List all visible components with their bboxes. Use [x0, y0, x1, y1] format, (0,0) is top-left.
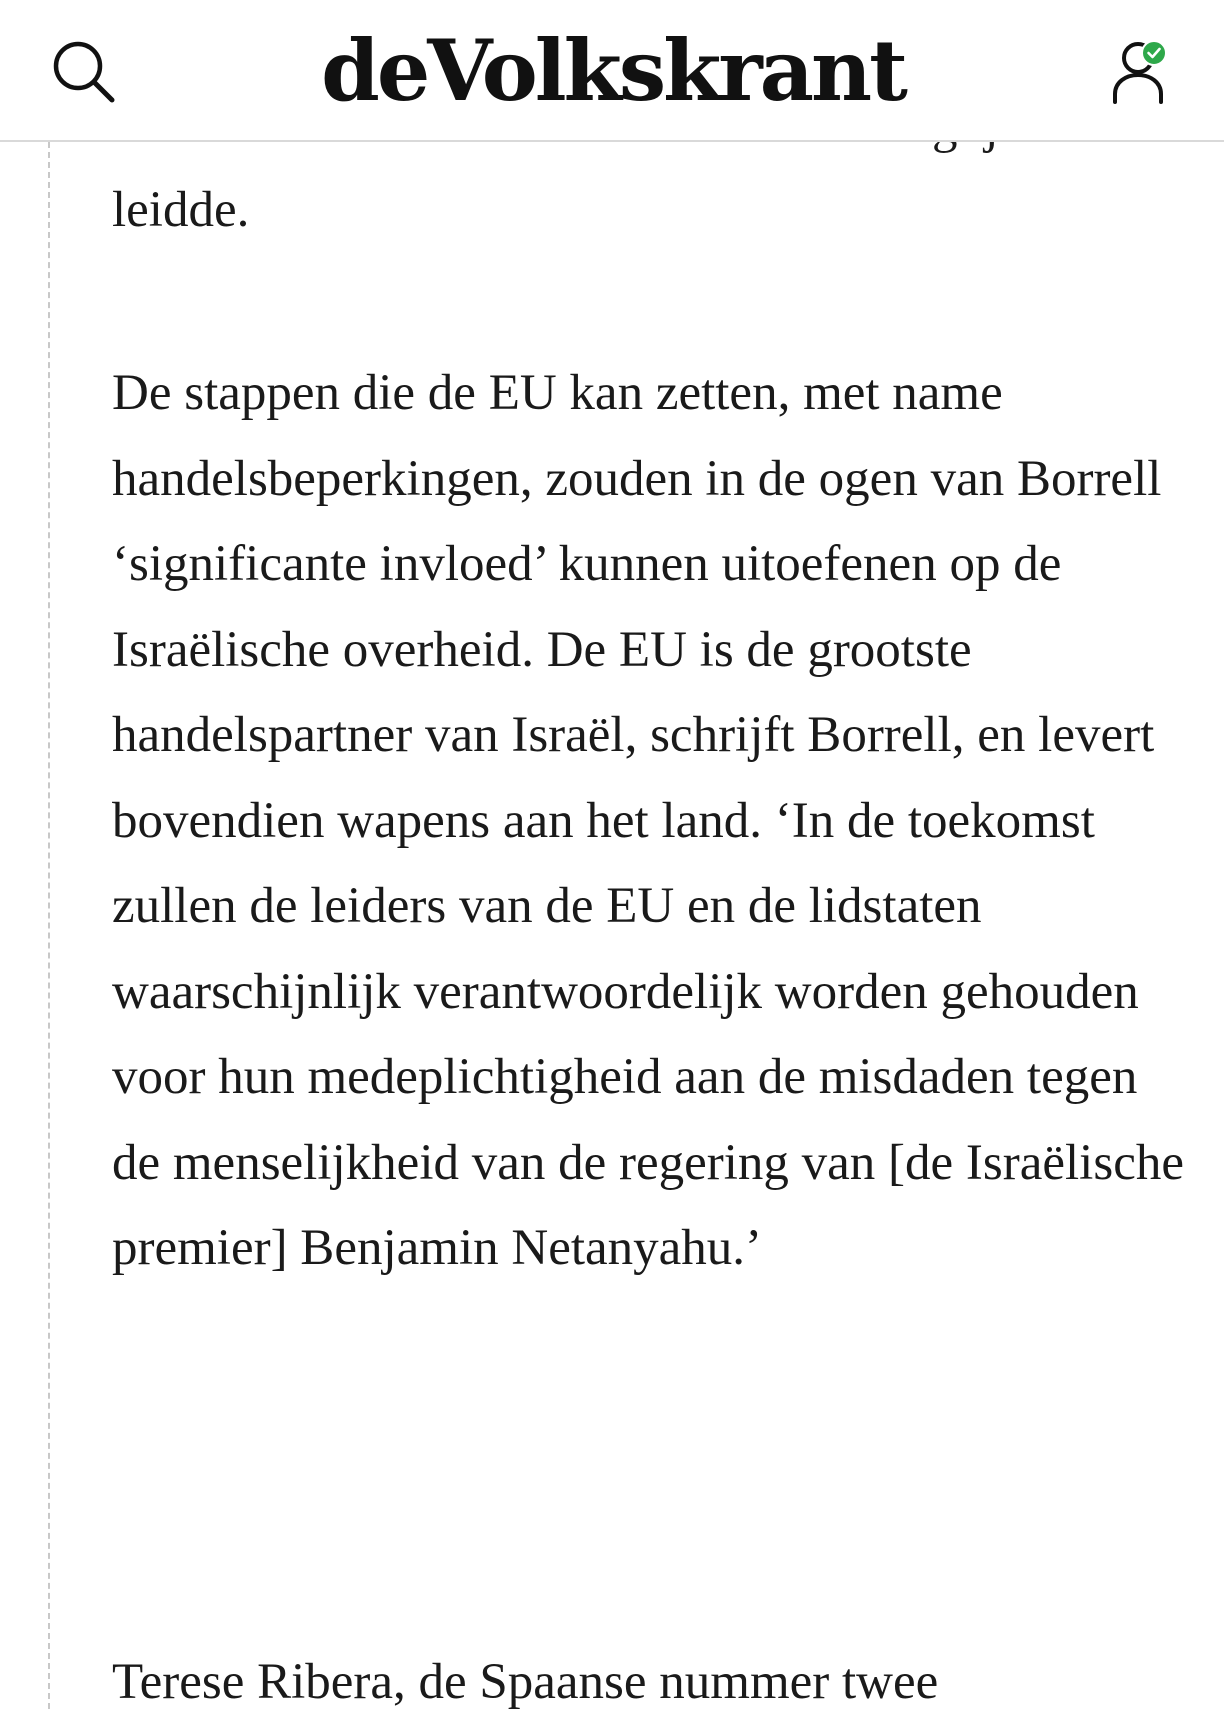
article-rail	[48, 142, 50, 1709]
article-paragraph: De stappen die de EU kan zetten, met name handelsbeperkingen, zouden in de ogen van Borrell ‘significante invloed’ kunnen uitoefenen op de Israëlische overheid. De EU is de grootste handelspartner van Israël, schrijft Borrell, en levert bovendien wapens aan het land. ‘In de toekomst zullen de leiders van de EU en de lidstaten waarschijnlijk verantwoordelijk worden gehouden voor hun medeplichtigheid aan de misdaden tegen de menselijkheid van de regering van [de Israëlische premier] Benjamin Netanyahu.’	[112, 365, 1184, 1276]
top-bar	[0, 0, 1224, 142]
article-body	[112, 140, 1192, 1709]
article-paragraph: Terese Ribera, de Spaanse nummer twee	[112, 1654, 939, 1710]
search-icon	[48, 36, 118, 106]
site-logo[interactable]: deVolkskrant	[321, 21, 905, 120]
article-paragraph: leidde.	[112, 182, 250, 238]
search-button[interactable]	[48, 36, 118, 106]
check-badge-icon	[1141, 40, 1167, 66]
